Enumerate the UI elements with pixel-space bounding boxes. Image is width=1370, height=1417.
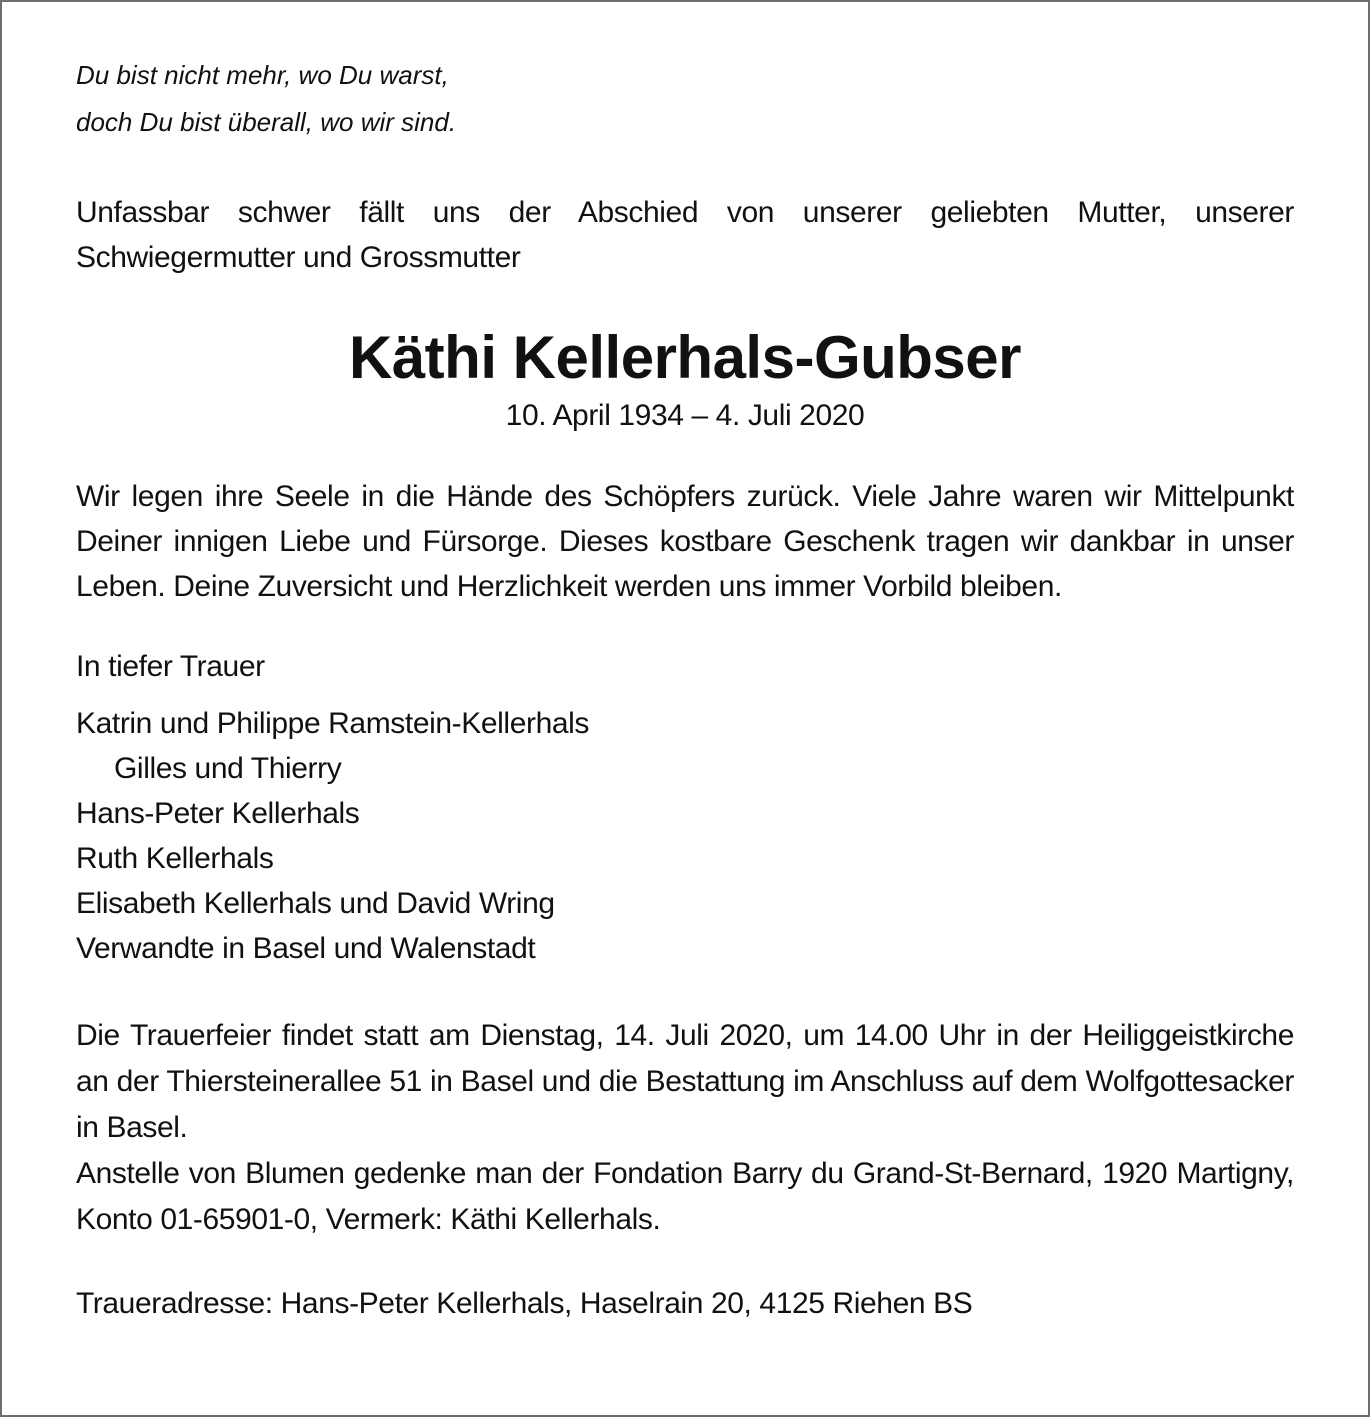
mourner-item: Hans-Peter Kellerhals (76, 797, 360, 830)
mourner-item: Katrin und Philippe Ramstein-Kellerhals (76, 707, 590, 740)
donation-info: Anstelle von Blumen gedenke man der Fondation Barry du Grand-St-Bernard, 1920 Martigny, Konto 01-65901-0, Vermerk: Käthi Kellerhals. (76, 1157, 1294, 1236)
tribute-text: Wir legen ihre Seele in die Hände des Schöpfers zurück. Viele Jahre waren wir Mittelpunkt Deiner innigen Liebe und Fürsorge. Dieses kostbare Geschenk tragen wir dankbar in unser Leben. Deine Zuversicht und Herzlichkeit werden uns immer Vorbild bleiben. (76, 480, 1294, 603)
mourner-item: Ruth Kellerhals (76, 842, 274, 875)
life-dates: 10. April 1934 – 4. Juli 2020 (505, 399, 865, 432)
motto-quote (76, 52, 1294, 146)
mourner-item-grandchildren: Gilles und Thierry (114, 752, 342, 785)
funeral-service-info: Die Trauerfeier findet statt am Dienstag, 14. Juli 2020, um 14.00 Uhr in der Heiliggeistkirche an der Thiersteinerallee 51 in Basel und die Bestattung im Anschluss auf dem Wolfgottesacker in Basel. (76, 1019, 1294, 1144)
mourner-item: Elisabeth Kellerhals und David Wring (76, 887, 555, 920)
obituary-notice (76, 52, 1294, 1327)
mourning-address: Traueradresse: Hans-Peter Kellerhals, Haselrain 20, 4125 Riehen BS (76, 1287, 973, 1320)
motto-line-2: doch Du bist überall, wo wir sind. (76, 107, 457, 137)
motto-line-1: Du bist nicht mehr, wo Du warst, (76, 60, 449, 90)
intro-text: Unfassbar schwer fällt uns der Abschied von unserer geliebten Mutter, unserer Schwiegermutter und Grossmutter (76, 196, 1294, 274)
mourning-heading: In tiefer Trauer (76, 650, 265, 683)
deceased-name: Käthi Kellerhals-Gubser (348, 324, 1022, 391)
mourners-list (76, 701, 1294, 971)
mourner-item: Verwandte in Basel und Walenstadt (76, 932, 536, 965)
